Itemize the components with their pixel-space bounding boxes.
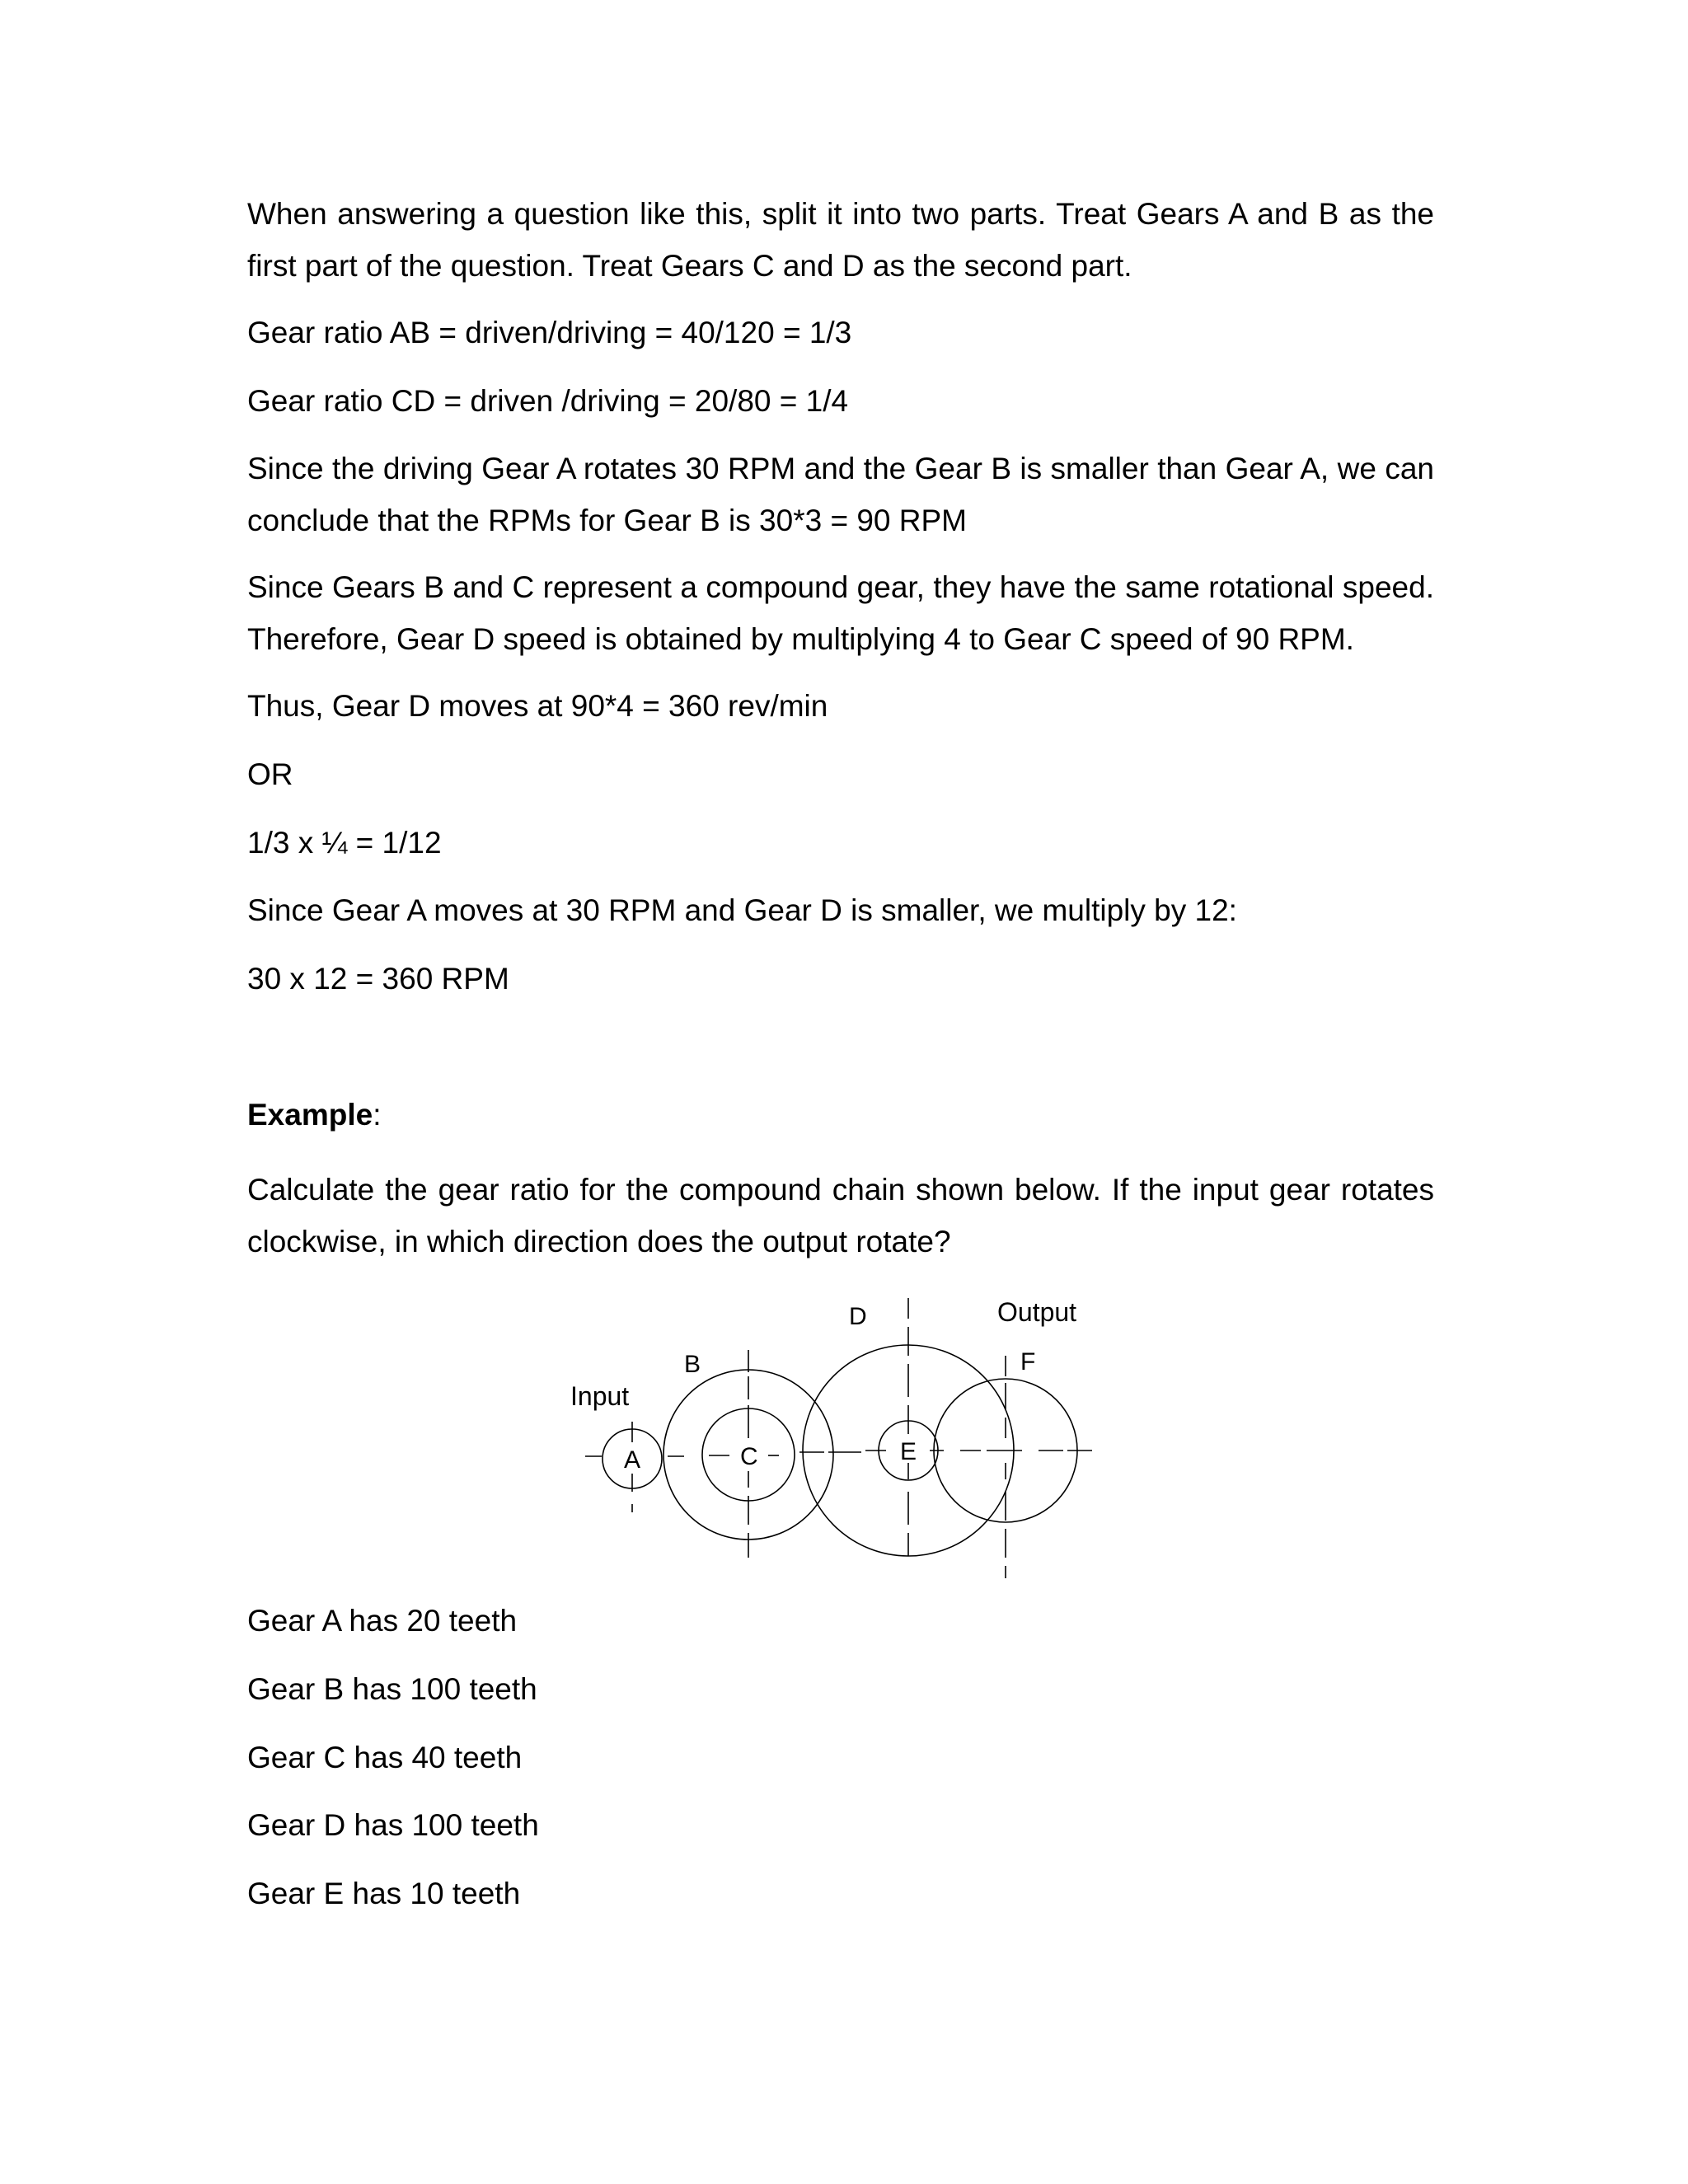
example-question: Calculate the gear ratio for the compound chain shown below. If the input gear rotates clockwise, in which direction does the output rotate?	[247, 1173, 1434, 1258]
input-label: Input	[570, 1381, 630, 1411]
gear-d-teeth: Gear D has 100 teeth	[247, 1808, 539, 1842]
gear-a-label: A	[624, 1446, 641, 1474]
gear-e-teeth: Gear E has 10 teeth	[247, 1877, 521, 1910]
gear-c-teeth: Gear C has 40 teeth	[247, 1741, 523, 1774]
gear-b-label: B	[684, 1351, 701, 1378]
intro-paragraph: When answering a question like this, split it into two parts. Treat Gears A and B as the first part of the question. Treat Gears C and D as the second part.	[247, 197, 1434, 283]
gear-b-teeth: Gear B has 100 teeth	[247, 1672, 537, 1706]
ratio-cd-line: Gear ratio CD = driven /driving = 20/80 = 1/4	[247, 384, 849, 418]
compound-gear-paragraph: Since Gears B and C represent a compound gear, they have the same rotational speed. Therefore, Gear D speed is obtained by multiplying 4 to Gear C speed of 90 RPM.	[247, 570, 1434, 656]
output-label: Output	[997, 1297, 1077, 1327]
gear-b-rpm-paragraph: Since the driving Gear A rotates 30 RPM and the Gear B is smaller than Gear A, we can conclude that the RPMs for Gear B is 30*3 = 90 RPM	[247, 452, 1434, 537]
example-heading-colon: :	[373, 1098, 382, 1132]
example-heading	[247, 1089, 1434, 1141]
gear-train-diagram	[552, 1294, 1129, 1582]
multiply-line: Since Gear A moves at 30 RPM and Gear D is smaller, we multiply by 12:	[247, 893, 1237, 927]
ratio-ab-line: Gear ratio AB = driven/driving = 40/120 = 1/3	[247, 316, 852, 349]
gear-e-label: E	[900, 1438, 917, 1465]
gear-c-label: C	[740, 1443, 758, 1470]
result-line: 30 x 12 = 360 RPM	[247, 962, 509, 996]
ratio-product-line: 1/3 x ¼ = 1/12	[247, 826, 442, 860]
example-heading-text: Example	[247, 1098, 373, 1132]
gear-f-label: F	[1020, 1348, 1036, 1376]
or-line: OR	[247, 757, 293, 791]
gear-a-teeth: Gear A has 20 teeth	[247, 1604, 518, 1638]
gear-d-label: D	[849, 1303, 867, 1330]
gear-d-speed-line: Thus, Gear D moves at 90*4 = 360 rev/min	[247, 689, 828, 723]
